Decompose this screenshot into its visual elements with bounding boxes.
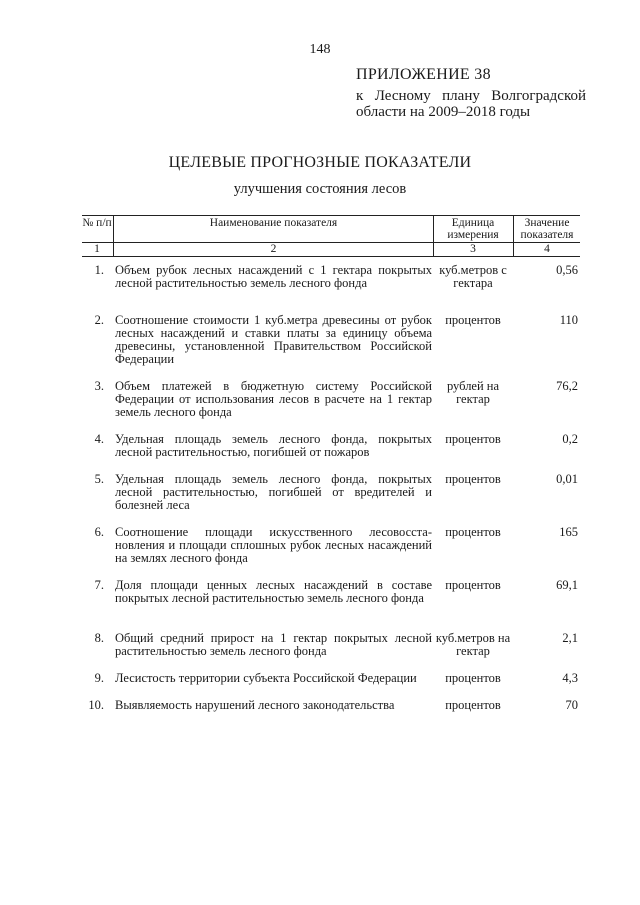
table-row xyxy=(82,672,580,699)
table-row xyxy=(82,473,580,526)
row-unit: куб.метров с гектара xyxy=(439,263,507,290)
row-number: 7. xyxy=(94,578,104,592)
row-indicator-name: Соотношение площади искусственного лесовосстановления и площади сплошных рубок лесных насаждений на землях лесного фонда xyxy=(115,525,432,565)
page-number: 148 xyxy=(309,42,331,57)
table-row xyxy=(82,264,580,314)
appendix-subtitle: к Лесному плану Волгоградской области на 2009–2018 годы xyxy=(356,88,586,120)
row-value: 69,1 xyxy=(556,578,578,592)
row-number: 8. xyxy=(94,631,104,645)
column-number: 1 xyxy=(94,243,100,255)
row-number: 4. xyxy=(94,432,104,446)
row-number: 1. xyxy=(94,263,104,277)
row-indicator-name: Доля площади ценных лесных насаждений в составе покрытых лесной растительностью земель лесного фонда xyxy=(115,578,432,605)
table-row xyxy=(82,699,580,719)
row-indicator-name: Объем платежей в бюджетную систему Российской Федерации от использования лесов в расчете на 1 гектар земель лесного фонда xyxy=(115,379,432,419)
header-name: Наименование показателя xyxy=(209,217,338,229)
row-indicator-name: Удельная площадь земель лесного фонда, покрытых лесной растительностью, погибшей от пожаров xyxy=(115,432,432,459)
row-indicator-name: Общий средний прирост на 1 гектар покрытых лесной растительностью земель лесного фонда xyxy=(115,631,432,658)
row-number: 10. xyxy=(88,698,104,712)
appendix-title: ПРИЛОЖЕНИЕ 38 xyxy=(356,66,491,83)
row-unit: процентов xyxy=(445,525,501,539)
table-row xyxy=(82,433,580,473)
table-row xyxy=(82,579,580,632)
row-value: 165 xyxy=(559,525,578,539)
column-numbers-row xyxy=(82,242,580,257)
table-row xyxy=(82,526,580,579)
row-unit: процентов xyxy=(445,698,501,712)
row-value: 0,2 xyxy=(562,432,578,446)
row-number: 9. xyxy=(94,671,104,685)
row-value: 4,3 xyxy=(562,671,578,685)
header-unit: Единица измерения xyxy=(447,217,499,241)
row-indicator-name: Соотношение стоимости 1 куб.метра древесины от рубок лесных насаждений и ставки платы за единицу объема древесины, установленной Правительством Российской Федерации xyxy=(115,313,432,366)
table-row xyxy=(82,380,580,433)
header-number: № п/п xyxy=(82,217,112,229)
column-number: 2 xyxy=(270,243,277,255)
row-number: 5. xyxy=(94,472,104,486)
row-unit: процентов xyxy=(445,671,501,685)
table-row xyxy=(82,314,580,380)
row-unit: процентов xyxy=(445,578,501,592)
table-row xyxy=(82,632,580,672)
document-title: ЦЕЛЕВЫЕ ПРОГНОЗНЫЕ ПОКАЗАТЕЛИ xyxy=(168,154,472,171)
row-number: 3. xyxy=(94,379,104,393)
row-value: 76,2 xyxy=(556,379,578,393)
row-unit: процентов xyxy=(445,313,501,327)
header-value: Значение показателя xyxy=(520,217,574,241)
document-subtitle: улучшения состояния лесов xyxy=(233,181,407,197)
column-number: 4 xyxy=(544,243,550,255)
row-unit: рублей на гектар xyxy=(446,379,500,406)
row-indicator-name: Выявляемость нарушений лесного законодательства xyxy=(115,698,395,712)
row-indicator-name: Объем рубок лесных насаждений с 1 гектара покрытых лесной растительностью земель лесного фонда xyxy=(115,263,432,290)
indicators-table xyxy=(82,215,580,719)
row-number: 6. xyxy=(94,525,104,539)
row-indicator-name: Удельная площадь земель лесного фонда, покрытых лесной растительностью, погибшей от вредителей и болезней леса xyxy=(115,472,432,512)
table-header xyxy=(82,215,580,242)
row-unit: куб.метров на гектар xyxy=(435,631,511,658)
row-value: 0,56 xyxy=(556,263,578,277)
row-indicator-name: Лесистость территории субъекта Российской Федерации xyxy=(115,671,417,685)
row-number: 2. xyxy=(94,313,104,327)
column-number: 3 xyxy=(470,243,476,255)
row-value: 0,01 xyxy=(556,472,578,486)
row-unit: процентов xyxy=(445,472,501,486)
row-value: 110 xyxy=(559,313,578,327)
row-unit: процентов xyxy=(445,432,501,446)
row-value: 70 xyxy=(565,698,578,712)
row-value: 2,1 xyxy=(562,631,578,645)
